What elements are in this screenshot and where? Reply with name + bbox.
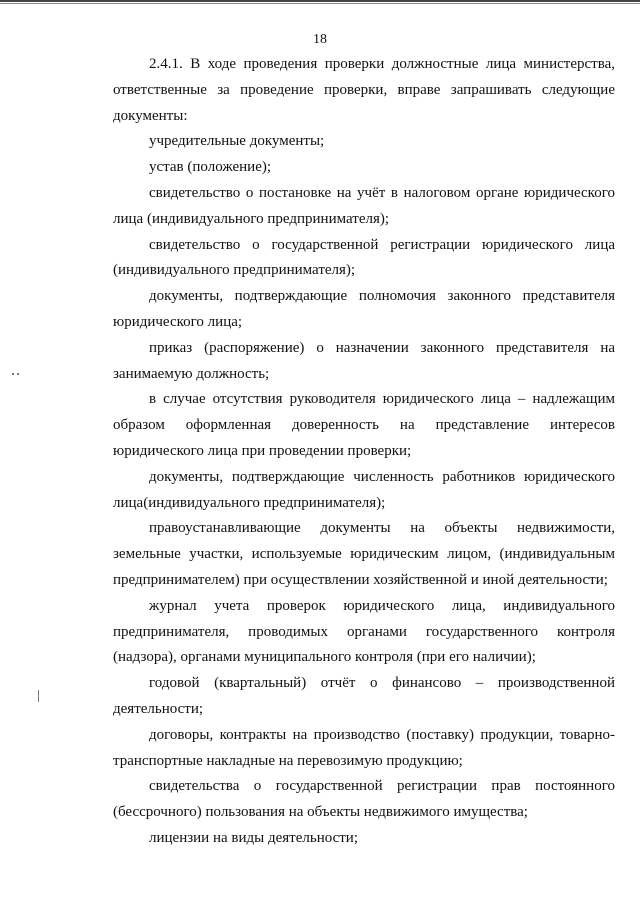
- scan-mark: [38, 690, 39, 702]
- list-item-headcount: документы, подтверждающие численность работников юридического лица(индивидуального предпринимателя);: [113, 468, 615, 511]
- list-item-representative-authority: документы, подтверждающие полномочия законного представителя юридического лица;: [113, 288, 615, 330]
- list-item-appointment-order: приказ (распоряжение) о назначении законного представителя на занимаемую должность;: [113, 339, 615, 382]
- list-item-tax-registration: свидетельство о постановке на учёт в налоговом органе юридического лица (индивидуального предпринимателя);: [113, 184, 615, 227]
- list-item-licenses: лицензии на виды деятельности;: [149, 829, 358, 846]
- list-item-power-of-attorney: в случае отсутствия руководителя юридического лица – надлежащим образом оформленная доверенность на представление интересов юридического лица при проведении проверки;: [113, 391, 615, 459]
- list-item-title-documents: правоустанавливающие документы на объекты недвижимости, земельные участки, используемые юридическим лицом, (индивидуальным предпринимателем) при осуществлении хозяйственной и иной деятельности;: [113, 520, 615, 588]
- list-item-inspection-log: журнал учета проверок юридического лица, индивидуального предпринимателя, проводимых органами государственного контроля (надзора), органами муниципального контроля (при его наличии);: [113, 597, 615, 666]
- list-item-contracts: договоры, контракты на производство (поставку) продукции, товарно-транспортные накладные на перевозимую продукцию;: [113, 726, 615, 769]
- list-item-property-rights: свидетельства о государственной регистрации прав постоянного (бессрочного) пользования на объекты недвижимого имущества;: [113, 778, 615, 821]
- paragraph-intro: 2.4.1. В ходе проведения проверки должностные лица министерства, ответственные за проведение проверки, вправе запрашивать следующие документы:: [113, 56, 615, 124]
- scan-top-border: [0, 0, 640, 6]
- list-item-charter: устав (положение);: [149, 159, 272, 176]
- scan-mark: [17, 373, 19, 375]
- list-item-state-registration: свидетельство о государственной регистрации юридического лица (индивидуального предпринимателя);: [113, 236, 615, 279]
- scan-mark: [12, 373, 14, 375]
- document-body: [113, 52, 615, 852]
- list-item-financial-report: годовой (квартальный) отчёт о финансово – производственной деятельности;: [113, 675, 615, 717]
- list-item-founding-documents: учредительные документы;: [149, 133, 325, 150]
- page-number: 18: [313, 32, 327, 47]
